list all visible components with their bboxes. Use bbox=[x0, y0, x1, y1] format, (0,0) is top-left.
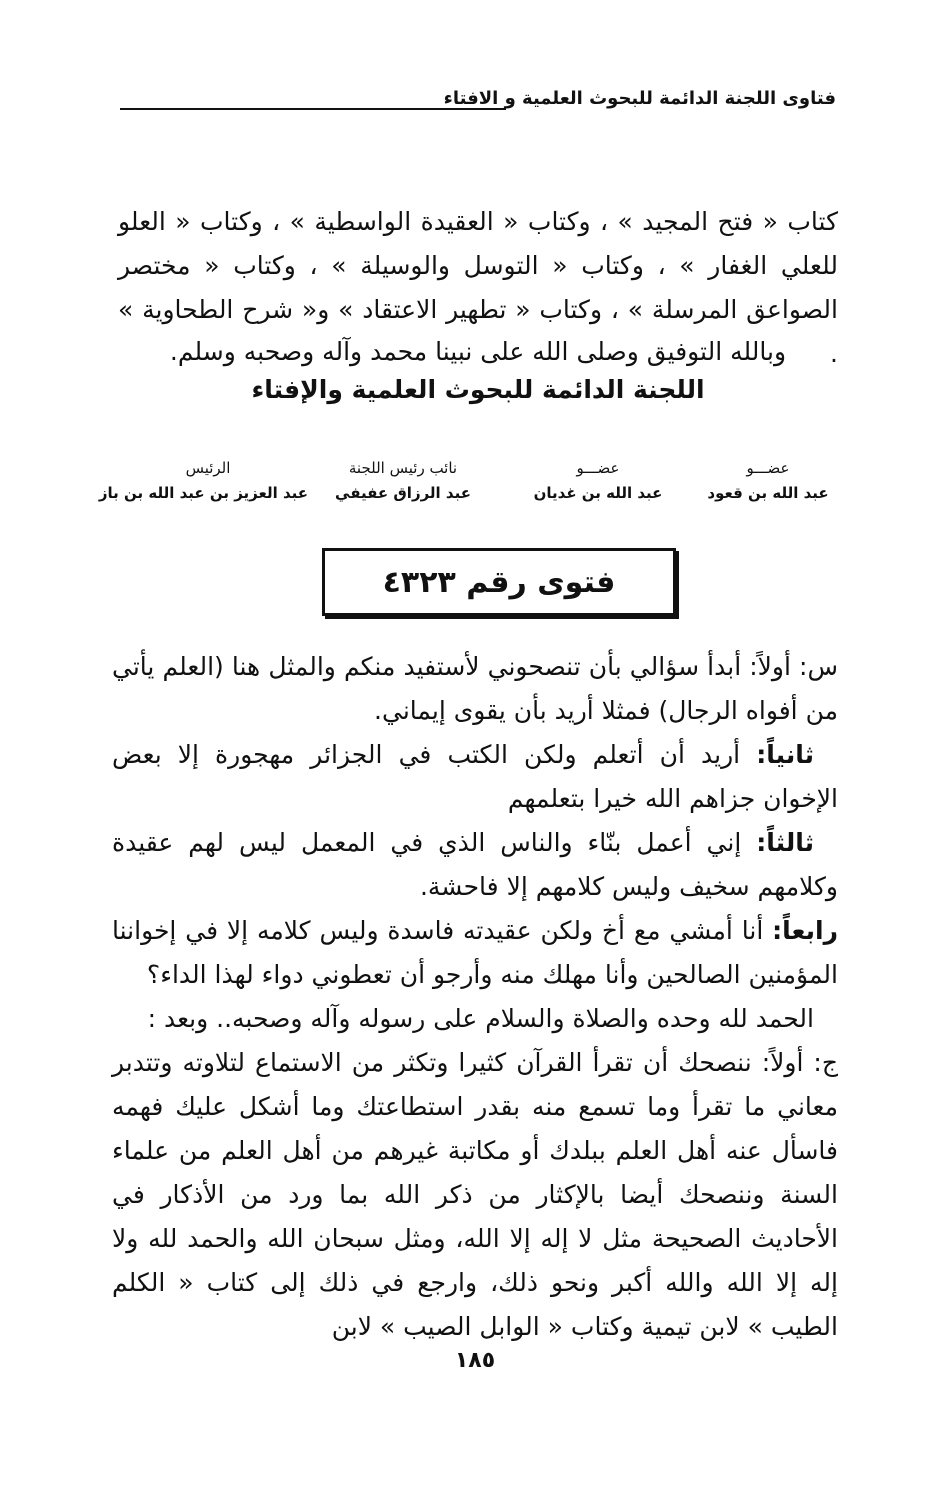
signature-member-2 bbox=[528, 456, 668, 506]
question-answer-section bbox=[112, 645, 838, 1349]
signature-name: عبد الله بن غديان bbox=[533, 484, 663, 502]
signature-block bbox=[98, 456, 838, 512]
signature-role: نائب رئيس اللجنة bbox=[348, 459, 458, 477]
question-part-1: س: أولاً: أبدأ سؤالي بأن تنصحوني لأستفيد منكم والمثل هنا (العلم يأتي من أفواه الرجال) فمثلا أريد بأن يقوى إيماني. bbox=[112, 652, 838, 725]
signature-member-1 bbox=[698, 456, 838, 506]
question-part-2-lead: ثانياً: bbox=[756, 740, 814, 769]
signature-name: عبد الله بن قعود bbox=[707, 484, 829, 502]
signature-role: عضـــو bbox=[576, 459, 620, 477]
fatwa-title: فتوى رقم ٤٣٢٣ bbox=[382, 564, 616, 600]
committee-name: اللجنة الدائمة للبحوث العلمية والإفتاء bbox=[251, 375, 705, 404]
question-part-2-text: أريد أن أتعلم ولكن الكتب في الجزائر مهجورة إلا بعض الإخوان جزاهم الله خيرا بتعلمهم bbox=[112, 740, 838, 813]
answer-part-1: ج: أولاً: ننصحك أن تقرأ القرآن كثيرا وتكثر من الاستماع لتلاوته وتتدبر معاني ما تقرأ وما تسمع منه بقدر استطاعتك وما أشكل عليك فهمه فاسأل عنه أهل العلم ببلدك أو مكاتبة غيرهم من أهل العلم من علماء السنة وننصحك أيضا بالإكثار من ذكر الله بما ورد من الأذكار في الأحاديث الصحيحة مثل لا إله إلا الله، ومثل سبحان الله والحمد لله ولا إله إلا الله والله أكبر ونحو ذلك، وارجع في ذلك إلى كتاب « الكلم الطيب » لابن تيمية وكتاب « الوابل الصيب » لابن bbox=[112, 1048, 838, 1341]
question-part-3 bbox=[112, 821, 838, 909]
question-part-3-text: إني أعمل بنّاء والناس الذي في المعمل ليس لهم عقيدة وكلامهم سخيف وليس كلامهم إلا فاحشة. bbox=[112, 828, 838, 901]
signature-vice-president bbox=[318, 456, 488, 506]
question-part-4 bbox=[112, 909, 838, 997]
closing-prayer: وبالله التوفيق وصلى الله على نبينا محمد وآله وصحبه وسلم. bbox=[169, 337, 787, 366]
header-rule bbox=[120, 108, 506, 110]
header-title: فتاوى اللجنة الدائمة للبحوث العلمية و الافتاء bbox=[443, 88, 836, 109]
signature-name: عبد الرزاق عفيفي bbox=[335, 484, 471, 502]
fatwa-title-box bbox=[322, 548, 676, 616]
signature-name: عبد العزيز بن عبد الله بن باز bbox=[98, 484, 308, 502]
answer-opening: الحمد لله وحده والصلاة والسلام على رسوله وآله وصحبه.. وبعد : bbox=[147, 1004, 814, 1033]
question-part-4-lead: رابعاً: bbox=[772, 916, 838, 945]
signature-role: عضـــو bbox=[746, 459, 790, 477]
page-number: ١٨٥ bbox=[454, 1348, 496, 1373]
question-part-2 bbox=[112, 733, 838, 821]
book-list-paragraph: كتاب « فتح المجيد » ، وكتاب « العقيدة الواسطية » ، وكتاب « العلو للعلي الغفار » ، وكتاب « التوسل والوسيلة » ، وكتاب « مختصر الصواعق المرسلة » ، وكتاب « تطهير الاعتقاد » و« شرح الطحاوية » . bbox=[118, 207, 838, 368]
signature-role: الرئيس bbox=[185, 459, 231, 477]
question-part-3-lead: ثالثاً: bbox=[756, 828, 814, 857]
running-header bbox=[120, 86, 836, 116]
signature-president bbox=[98, 456, 308, 506]
question-part-4-text: أنا أمشي مع أخ ولكن عقيدته فاسدة وليس كلامه إلا في إخواننا المؤمنين الصالحين وأنا مهلك منه وأرجو أن تعطوني دواء لهذا الداء؟ bbox=[112, 916, 838, 989]
